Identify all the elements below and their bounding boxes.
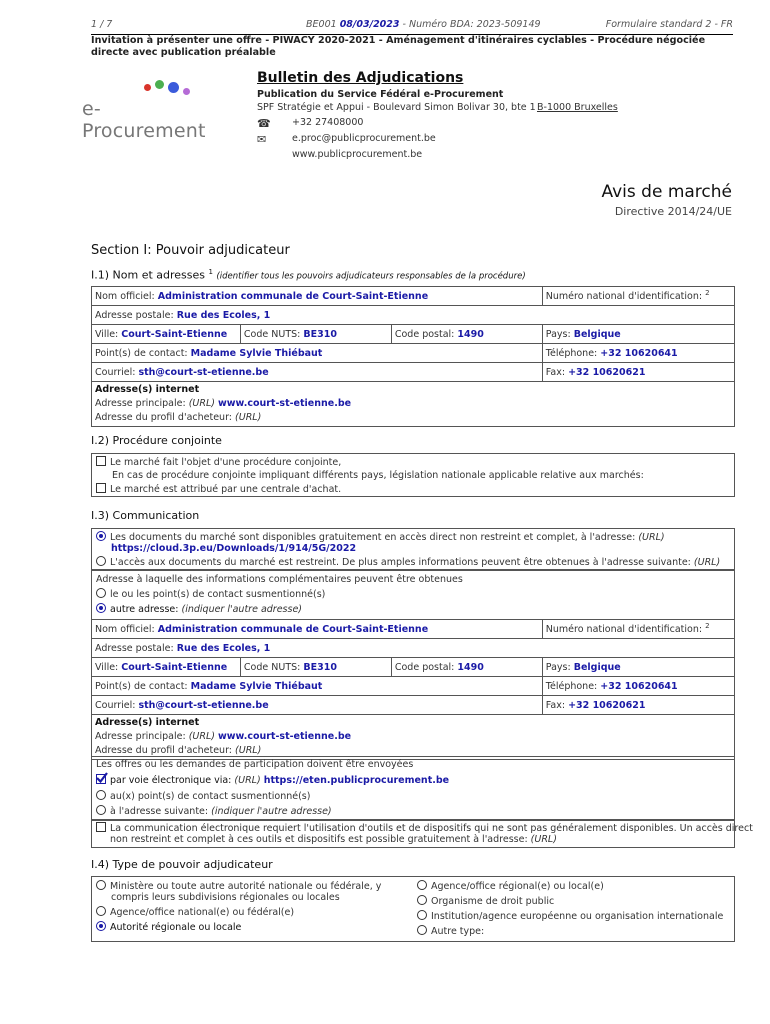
ville-cell: Ville: Court-Saint-Etienne [92,658,241,677]
offers-electronic-option[interactable]: par voie électronique via: (URL) https://eten.publicprocurement.be [96,774,449,786]
docs-free-option[interactable]: Les documents du marché sont disponibles gratuitement en accès direct non restreint et complet, à l'adresse: (URL) [96,531,665,543]
page-header [91,19,733,35]
radio[interactable] [96,906,106,916]
type-ministry-option-cont: compris leurs subdivisions régionales ou locales [111,892,340,903]
invitation-title: Invitation à présenter une offre - PIWACY 2020-2021 - Aménagement d'itinéraires cyclables - Procédure négociée directe avec publication préalable [91,35,706,58]
telephone-cell: Téléphone: +32 10620641 [542,344,734,363]
phone-icon: ☎ [257,117,271,130]
info-address-panel [91,570,735,620]
radio[interactable] [417,925,427,935]
type-other-option[interactable]: Autre type: [417,925,484,937]
checkbox[interactable] [96,483,106,493]
publisher-address: SPF Stratégie et Appui - Boulevard Simon Bolivar 30, bte 1 B-1000 Bruxelles [257,102,618,113]
info-other-option[interactable]: autre adresse: (indiquer l'autre adresse) [96,603,302,615]
section-title: Section I: Pouvoir adjudicateur [91,243,290,258]
telephone-cell: Téléphone: +32 10620641 [542,677,734,696]
radio-selected[interactable] [96,921,106,931]
publisher: Publication du Service Fédéral e-Procurement [257,89,504,100]
main-website-link[interactable]: www.court-st-etienne.be [218,398,352,409]
offers-url-link[interactable]: https://eten.publicprocurement.be [263,775,450,786]
adresse-postale-cell: Adresse postale: Rue des Ecoles, 1 [92,306,735,325]
radio[interactable] [417,910,427,920]
type-european-option[interactable]: Institution/agence européenne ou organisation internationale [417,910,723,922]
joint-procedure-option[interactable]: Le marché fait l'objet d'une procédure conjointe, [96,456,341,468]
bulletin-title: Bulletin des Adjudications [257,70,464,86]
radio[interactable] [417,895,427,905]
contact-cell: Point(s) de contact: Madame Sylvie Thiébaut [92,677,543,696]
courriel-cell: Courriel: sth@court-st-etienne.be [92,363,543,382]
nom-officiel-cell: Nom officiel: Administration communale de Court-Saint-Etienne [92,620,543,639]
subsection-i4-title: I.4) Type de pouvoir adjudicateur [91,858,273,871]
logo-dot-red [144,84,151,91]
logo-dot-purple [183,88,190,95]
radio-selected[interactable] [96,531,106,541]
type-regional-agency-option[interactable]: Agence/office régional(e) ou local(e) [417,880,604,892]
code-nuts-cell: Code NUTS: BE310 [240,325,391,344]
electronic-comm-note: non restreint et complet à ces outils et dispositifs est possible gratuitement à l'adresse: (URL) [110,834,557,845]
nom-officiel-cell: Nom officiel: Administration communale de Court-Saint-Etienne [92,287,543,306]
radio[interactable] [96,588,106,598]
e-procurement-logo [82,76,222,142]
subsection-i2-title: I.2) Procédure conjointe [91,434,222,447]
electronic-comm-option[interactable]: La communication électronique requiert l'utilisation d'outils et de dispositifs qui ne sont pas généralement disponibles. Un accès direct [96,822,753,834]
radio[interactable] [96,805,106,815]
fax-cell: Fax: +32 10620621 [542,696,734,715]
code-postal-cell: Code postal: 1490 [391,658,542,677]
code-nuts-cell: Code NUTS: BE310 [240,658,391,677]
offers-contact-option[interactable]: au(x) point(s) de contact susmentionné(s) [96,790,310,802]
subsection-i3-title: I.3) Communication [91,509,200,522]
radio[interactable] [417,880,427,890]
num-national-cell: Numéro national d'identification: $^2$ [542,620,734,639]
checkbox[interactable] [96,456,106,466]
logo-text: e-Procurement [82,98,206,142]
type-regional-authority-option[interactable]: Autorité régionale ou locale [96,921,241,933]
checkbox-checked[interactable] [96,774,106,784]
page-number: 1 / 7 [91,19,113,30]
radio-selected[interactable] [96,603,106,613]
internet-cell: Adresse(s) internet Adresse principale: (URL) www.court-st-etienne.be Adresse du profil d'acheteur: (URL) [92,715,735,760]
publisher-city: B-1000 Bruxelles [537,102,618,113]
radio[interactable] [96,790,106,800]
logo-dot-green [155,80,164,89]
radio[interactable] [96,880,106,890]
num-national-cell: Numéro national d'identification: $^2$ [542,287,734,306]
joint-procedure-panel [91,453,735,497]
form-type: Formulaire standard 2 - FR [605,19,733,30]
offers-address-option[interactable]: à l'adresse suivante: (indiquer l'autre adresse) [96,805,332,817]
subsection-i1-title: I.1) Nom et adresses $^1$ (identifier tous les pouvoirs adjudicateurs responsables de la procédure) [91,268,526,282]
envelope-icon: ✉ [257,133,267,146]
notice-title: Avis de marché [601,182,732,202]
fax-cell: Fax: +32 10620621 [542,363,734,382]
radio[interactable] [96,556,106,566]
courriel-cell: Courriel: sth@court-st-etienne.be [92,696,543,715]
main-website-link[interactable]: www.court-st-etienne.be [218,731,352,742]
ville-cell: Ville: Court-Saint-Etienne [92,325,241,344]
reference: BE001 08/03/2023 - Numéro BDA: 2023-509149 [306,19,541,30]
adresse-postale-cell: Adresse postale: Rue des Ecoles, 1 [92,639,735,658]
logo-dot-blue [168,82,179,93]
address-table [91,286,735,427]
pays-cell: Pays: Belgique [542,325,734,344]
offers-title: Les offres ou les demandes de participation doivent être envoyées [96,759,414,770]
electronic-comm-panel [91,820,753,848]
internet-cell: Adresse(s) internet Adresse principale: (URL) www.court-st-etienne.be Adresse du profil d'acheteur: (URL) [92,382,735,427]
other-address-table [91,619,735,760]
info-address-title: Adresse à laquelle des informations complémentaires peuvent être obtenues [96,574,463,585]
docs-url-link[interactable]: https://cloud.3p.eu/Downloads/1/914/5G/2022 [111,543,357,554]
central-purchasing-option[interactable]: Le marché est attribué par une centrale d'achat. [96,483,341,495]
type-national-agency-option[interactable]: Agence/office national(e) ou fédéral(e) [96,906,294,918]
documents-access-panel [91,528,735,570]
publication-date: 08/03/2023 [339,19,400,30]
info-contact-option[interactable]: le ou les point(s) de contact susmentionné(s) [96,588,325,600]
contact-cell: Point(s) de contact: Madame Sylvie Thiébaut [92,344,543,363]
authority-type-panel [91,876,735,942]
type-ministry-option[interactable]: Ministère ou toute autre autorité nationale ou fédérale, y [96,880,381,892]
code-postal-cell: Code postal: 1490 [391,325,542,344]
docs-restricted-option[interactable]: L'accès aux documents du marché est restreint. De plus amples informations peuvent être obtenues à l'adresse suivante: (URL) [96,556,720,568]
notice-directive: Directive 2014/24/UE [614,205,732,218]
offers-panel [91,756,735,820]
type-public-body-option[interactable]: Organisme de droit public [417,895,554,907]
checkbox[interactable] [96,822,106,832]
pays-cell: Pays: Belgique [542,658,734,677]
joint-procedure-note: En cas de procédure conjointe impliquant différents pays, législation nationale applicable relative aux marchés: [112,470,644,481]
